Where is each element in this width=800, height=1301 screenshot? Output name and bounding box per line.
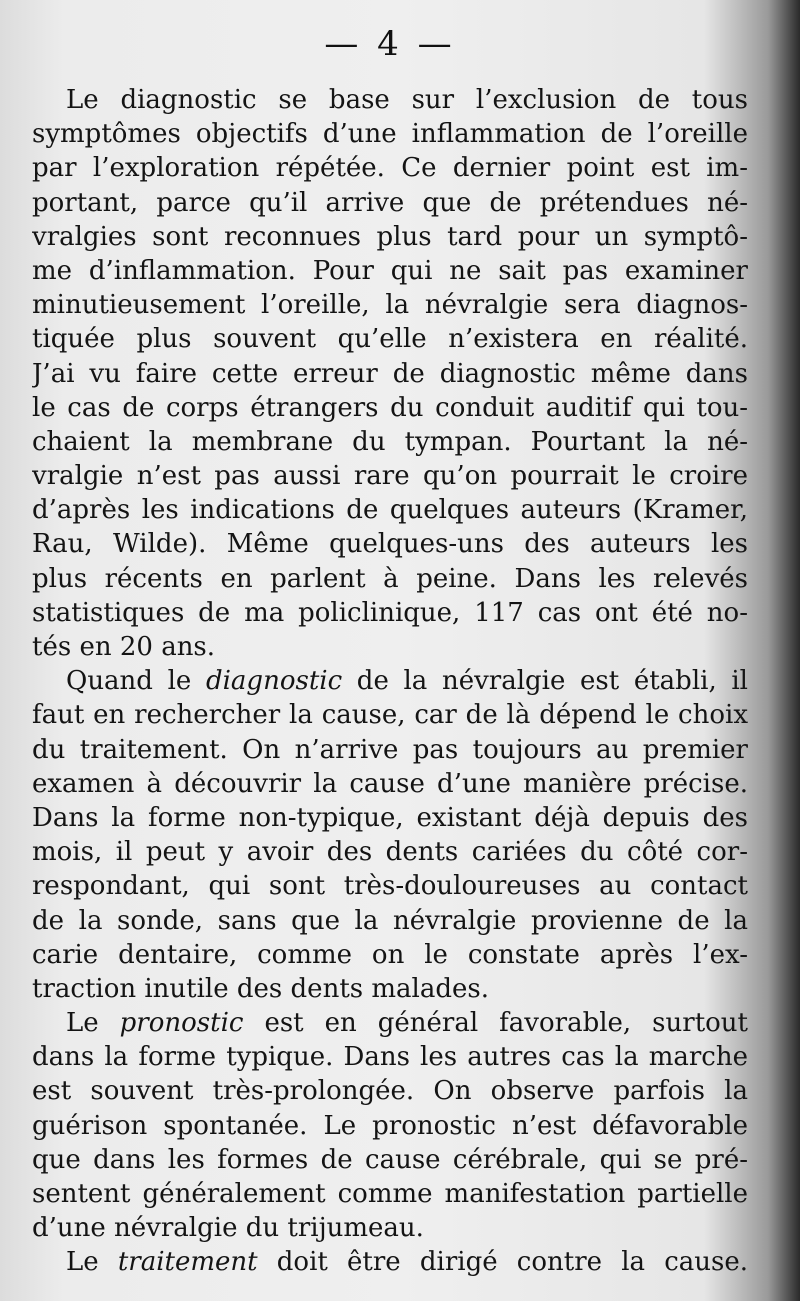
text-segment: de la névralgie est établi, il — [342, 666, 748, 697]
text-segment: sentent généralement comme manifestation partielle — [32, 1179, 748, 1209]
text-segment: Le — [66, 1008, 120, 1039]
text-line — [32, 425, 748, 459]
text-segment: d’une névralgie du trijumeau. — [32, 1213, 424, 1244]
text-segment: portant, parce qu’il arrive que de prétendues né- — [32, 187, 748, 218]
text-line — [32, 835, 748, 869]
text-segment: examen à découvrir la cause d’une manière précise. — [32, 768, 748, 799]
text-segment: tés en 20 ans. — [32, 632, 216, 662]
text-line — [32, 596, 748, 630]
text-line — [32, 904, 748, 938]
text-line — [32, 391, 748, 425]
text-line — [32, 288, 748, 322]
italic-term: diagnostic — [205, 666, 343, 697]
italic-term: traitement — [117, 1247, 258, 1278]
text-segment: que dans les formes de cause cérébrale, qui se pré- — [32, 1144, 748, 1175]
text-segment: est souvent très-prolongée. On observe parfois la — [32, 1076, 748, 1107]
text-line — [32, 1040, 748, 1074]
text-segment: minutieusement l’oreille, la névralgie sera diagnos- — [32, 290, 748, 321]
text-line — [32, 220, 748, 254]
body-text — [32, 83, 748, 1280]
text-segment: Le — [66, 1247, 118, 1278]
text-line — [32, 186, 748, 220]
text-segment: plus récents en parlent à peine. Dans les relevés — [32, 563, 748, 594]
text-line — [32, 562, 748, 596]
paragraph — [32, 664, 748, 1006]
text-segment: mois, il peut y avoir des dents cariées du côté cor- — [32, 837, 748, 868]
paragraph — [32, 1006, 748, 1245]
text-line — [32, 1006, 748, 1040]
text-line — [32, 1143, 748, 1177]
text-segment: doit être dirigé contre la cause. — [257, 1247, 748, 1278]
text-line — [32, 938, 748, 972]
text-segment: du traitement. On n’arrive pas toujours au premier — [32, 734, 748, 765]
text-segment: guérison spontanée. Le pronostic n’est défavorable — [32, 1110, 748, 1141]
text-line — [32, 322, 748, 356]
text-segment: me d’inflammation. Pour qui ne sait pas examiner — [32, 255, 748, 286]
text-segment: de la sonde, sans que la névralgie provienne de la — [32, 905, 748, 936]
text-line — [32, 459, 748, 493]
text-segment: Quand le — [66, 666, 206, 697]
text-segment: Dans la forme non-typique, existant déjà depuis des — [32, 802, 748, 833]
text-line — [32, 254, 748, 288]
page-number: — 4 — — [324, 24, 456, 64]
text-line — [32, 83, 748, 117]
text-segment: Le diagnostic se base sur l’exclusion de tous — [66, 85, 748, 115]
text-segment: respondant, qui sont très-douloureuses au contact — [32, 871, 748, 902]
text-line — [32, 151, 748, 185]
text-line — [32, 767, 748, 801]
text-line — [32, 1245, 748, 1279]
text-line — [32, 493, 748, 527]
text-segment: par l’exploration répétée. Ce dernier point est im- — [32, 153, 748, 184]
text-segment: Rau, Wilde). Même quelques-uns des auteurs les — [32, 529, 748, 560]
text-line — [32, 698, 748, 732]
text-line — [32, 1109, 748, 1143]
text-segment: vralgie n’est pas aussi rare qu’on pourrait le croire — [32, 461, 748, 492]
text-segment: symptômes objectifs d’une inflammation de l’oreille — [32, 119, 748, 150]
text-segment: faut en rechercher la cause, car de là dépend le choix — [32, 700, 748, 731]
text-segment: statistiques de ma policlinique, 117 cas ont été no- — [32, 597, 748, 628]
text-line — [32, 1177, 748, 1211]
text-line — [32, 1074, 748, 1108]
text-line — [32, 869, 748, 903]
text-segment: vralgies sont reconnues plus tard pour un symptô- — [32, 221, 748, 252]
text-segment: chaient la membrane du tympan. Pourtant la né- — [32, 426, 748, 457]
text-segment: carie dentaire, comme on le constate après l’ex- — [32, 939, 748, 970]
text-line — [32, 117, 748, 151]
text-line — [32, 972, 748, 1006]
text-segment: tiquée plus souvent qu’elle n’existera en réalité. — [32, 324, 748, 355]
text-line — [32, 801, 748, 835]
text-line — [32, 1211, 748, 1245]
italic-term: pronostic — [119, 1008, 244, 1039]
text-segment: dans la forme typique. Dans les autres cas la marche — [32, 1042, 748, 1073]
text-segment: le cas de corps étrangers du conduit auditif qui tou- — [32, 392, 748, 423]
text-segment: d’après les indications de quelques auteurs (Kramer, — [32, 495, 748, 526]
text-line — [32, 733, 748, 767]
paragraph — [32, 83, 748, 664]
text-line — [32, 527, 748, 561]
text-segment: est en général favorable, surtout — [243, 1008, 748, 1039]
text-line — [32, 630, 748, 664]
text-segment: traction inutile des dents malades. — [32, 973, 489, 1004]
text-segment: J’ai vu faire cette erreur de diagnostic même dans — [32, 358, 748, 389]
paragraph — [32, 1245, 748, 1279]
text-line — [32, 357, 748, 391]
text-line — [32, 664, 748, 698]
